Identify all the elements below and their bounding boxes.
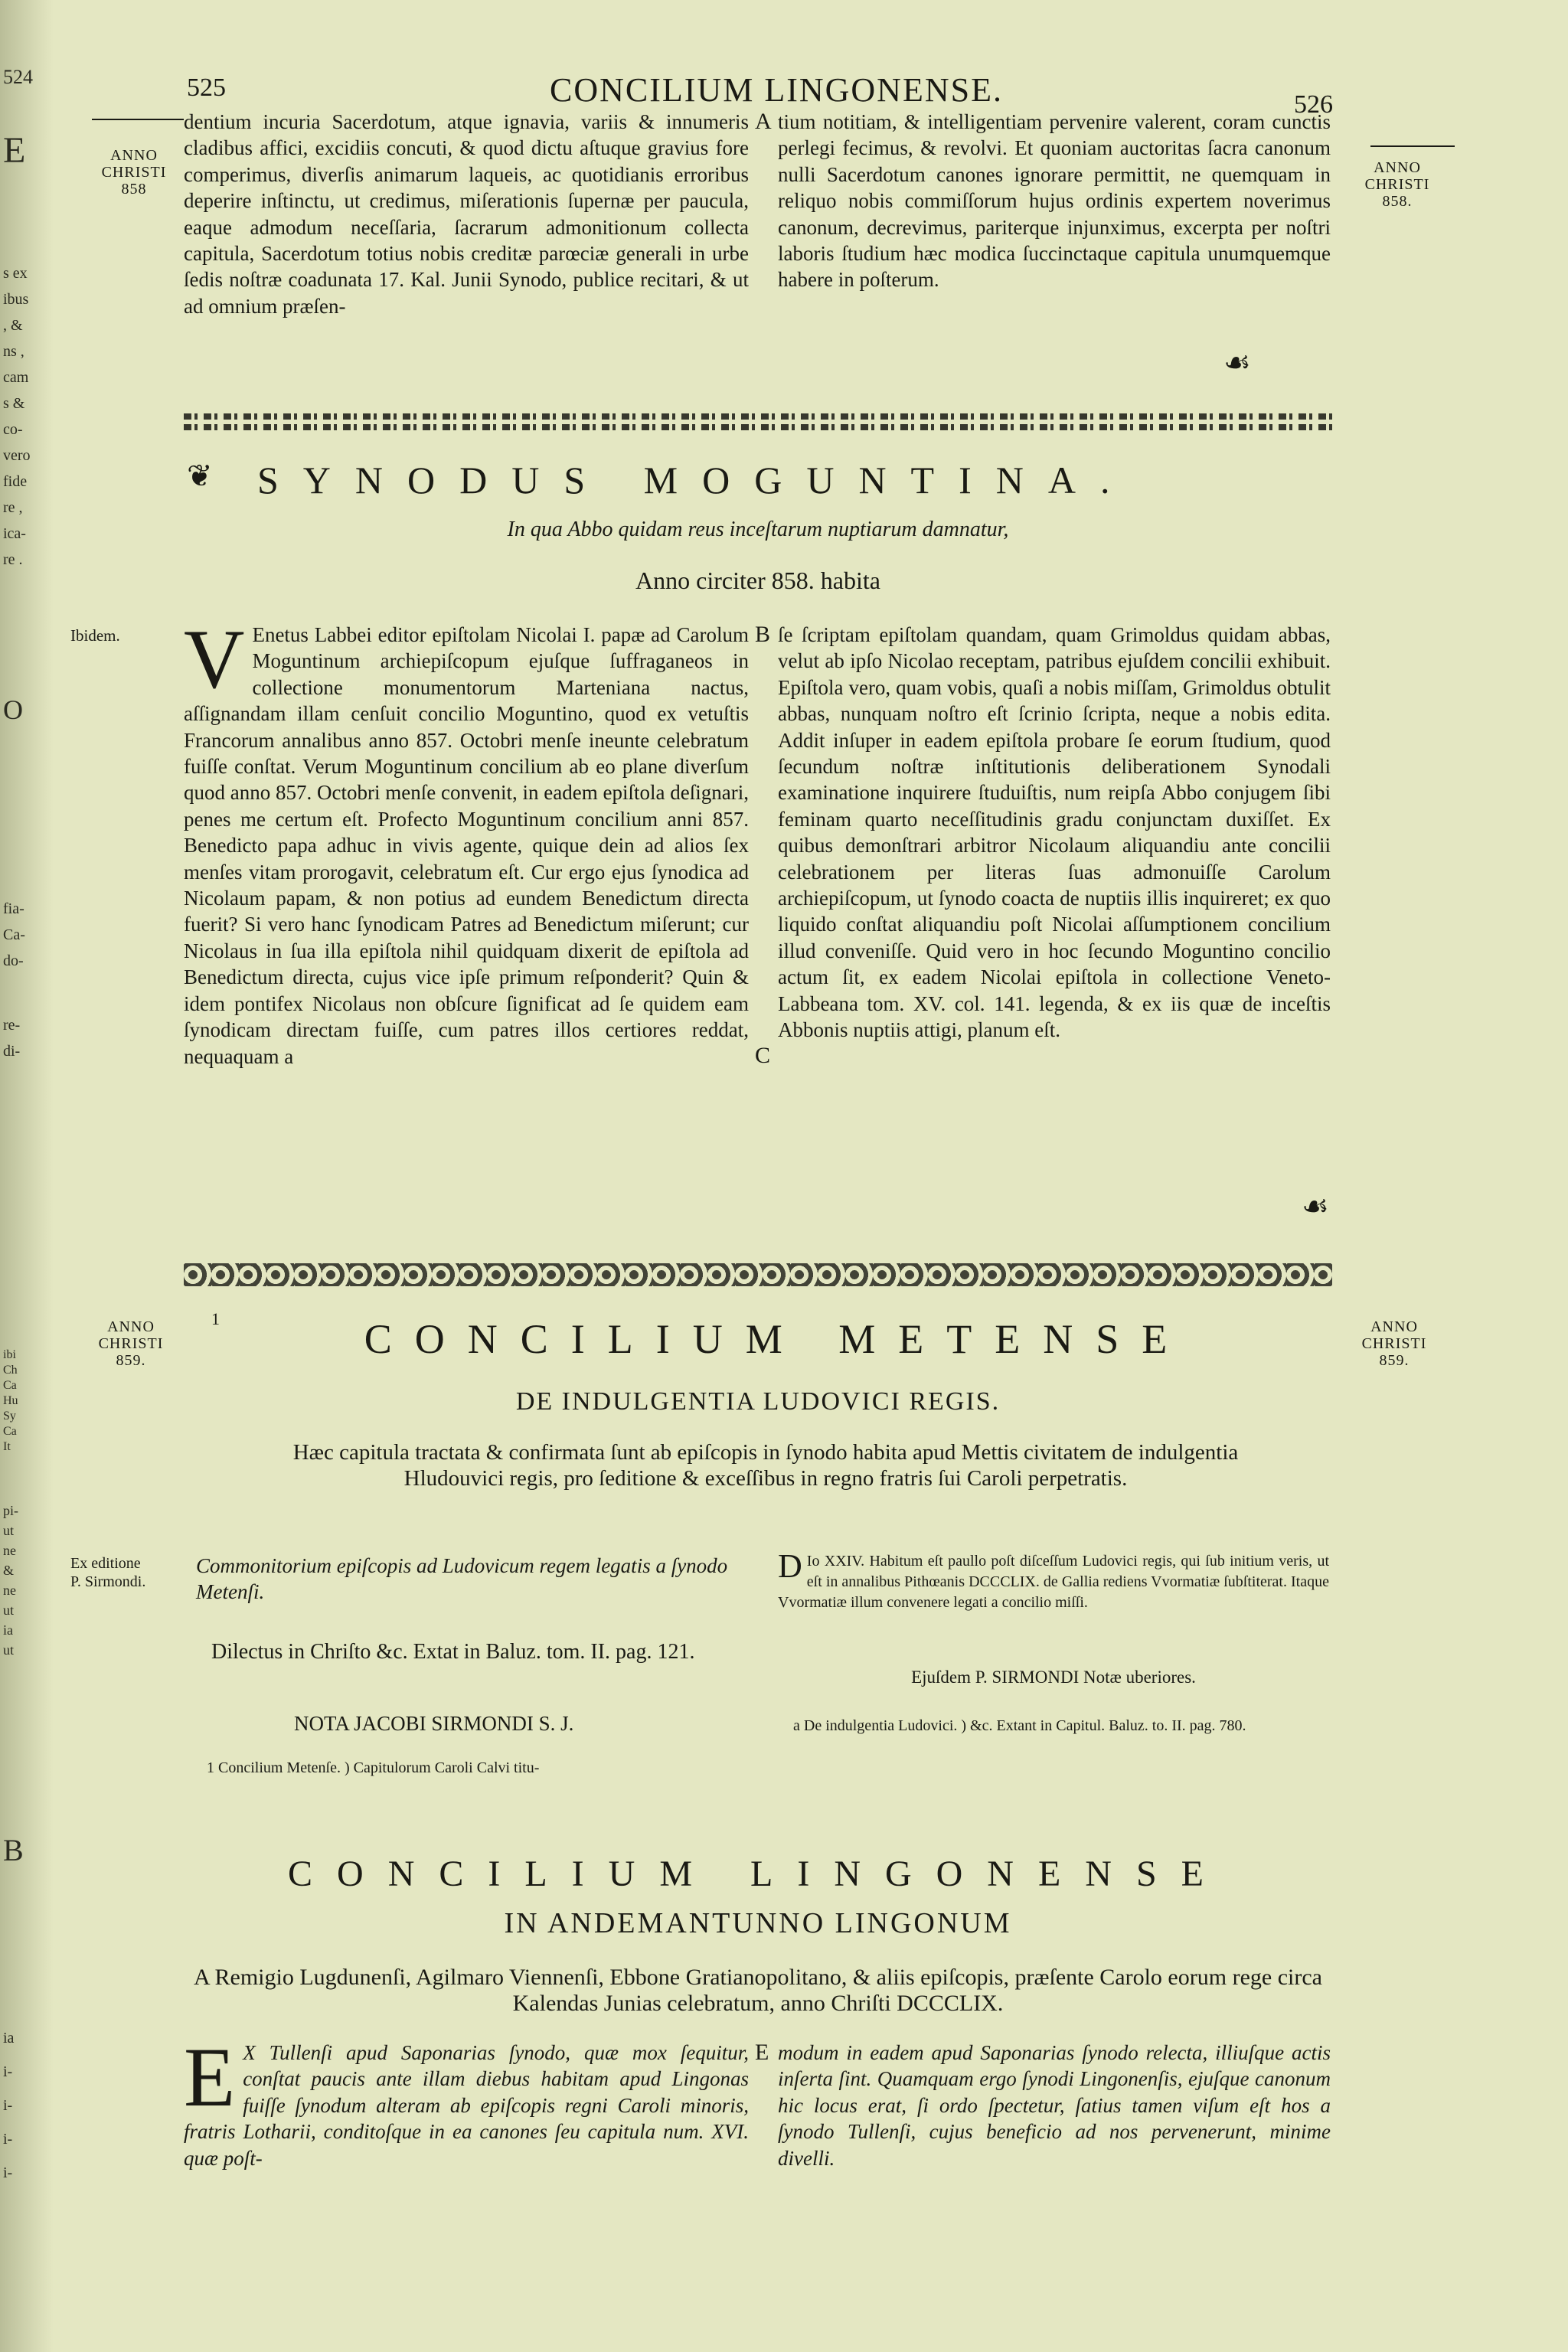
left-page-number: 525	[187, 74, 226, 102]
anno-christi-859-right: ANNO CHRISTI 859.	[1361, 1318, 1427, 1369]
synodus-subtitle: In qua Abbo quidam reus inceſtarum nuptiarum damnatur,	[507, 518, 1009, 541]
running-title: CONCILIUM LINGONENSE.	[550, 71, 1003, 109]
nota-sirmondi: NOTA JACOBI SIRMONDI S. J.	[294, 1712, 574, 1735]
margin-marker-e: E	[755, 2040, 769, 2065]
facing-page-fragments-3: ibi Ch Ca Hu Sy Ca It	[3, 1348, 18, 1453]
anno-christi-858-left: ANNO CHRISTI 858	[101, 147, 167, 198]
footnote-right: a De indulgentia Ludovici. ) &c. Extant in Capitul. Baluz. to. II. pag. 780.	[793, 1717, 1246, 1734]
facing-page-letter-o: O	[3, 694, 23, 725]
lingonense-intro: A Remigio Lugdunenſi, Agilmaro Viennenſi, Ebbone Gratianopolitano, & aliis epiſcopis, præſente Carolo eorum rege circa Kalendas Junias celebratum, anno Chriſti DCCCLIX.	[194, 1965, 1322, 2017]
facing-page-number: 524	[3, 66, 33, 88]
anno-christi-858-right: ANNO CHRISTI 858.	[1364, 159, 1430, 210]
ex-editione-note: Ex editione P. Sirmondi.	[70, 1555, 146, 1590]
ornamental-band-1	[184, 413, 1332, 430]
lingonense-right-column: modum in eadem apud Saponarias ſynodo relecta, illiuſque actis inſerta ſint. Quamquam ergo ſynodi Lingonenſis, ejuſque canonum hic locus erat, ſi ordo ſpectetur, ſatius tamen viſum eſt hos a ſynodo Tullenſi, cujus beneficio ad nos pervenerunt, minime divelli.	[778, 2041, 1331, 2170]
margin-marker-c: C	[755, 1043, 771, 1068]
dilectus-line: Dilectus in Chriſto &c. Extat in Baluz. tom. II. pag. 121.	[211, 1640, 695, 1664]
dropcap-e: E	[184, 2030, 236, 2124]
metense-right-column: D Io XXIV. Habitum eſt paullo poſt diſceſſum Ludovici regis, qui ſub initium veris, ut eſt in annalibus Pithœanis DCCCLIX. de Gallia rediens Vvormatiæ ſubſtiterat. Itaque Vvormatiæ illum convenere legati a concilio miſſi.	[778, 1547, 1329, 1611]
synodus-left-column: V Enetus Labbei editor epiſtolam Nicolai I. papæ ad Carolum Moguntinum archiepiſcopum ejuſque ſuffraganeos in collectione monumentorum Marteniana nactus, aſſignandam illam cenſuit concilio Moguntino, quod ex vetuſtis Francorum annalibus anno 857. Octobri menſe ineunte celebratum fuiſſe conſtat. Verum Moguntinum concilium ab eo plane diverſum quod anno 857. Octobri menſe convenit, in eadem epiſtola deſignari, penes me certum eſt. Profecto Moguntinum concilium anni 857. Benedicto papa adhuc in vivis agente, quique dein ad alios ſex menſes vitam prorogavit, celebratum eſt. Cur ergo ejus ſynodica ad Nicolaum papam, & non potius ad eundem Benedictum directa fuerit? Si vero hanc ſynodicam Patres ad Benedictum miſerunt; cur Nicolaus in ſua illa epiſtola nihil quidquam dixerit de epiſtola ad Benedictum directa, cujus vice ipſe primum reſponderit? Quin & idem pontifex Nicolaus non obſcure ſignificat ad ſe quidem eam ſynodicam directam fuiſſe, cum patres illos certiores reddat, nequaquam a	[184, 612, 749, 1068]
section1-left-column: dentium incuria Sacerdotum, atque ignavia, variis & innumeris cladibus affici, excidiis concuti, & quod dictu aſtuque gravius fore comperimus, diverſis animarum laqueis, ac quotidianis erroribus deperire inſtinctu, ut credimus, miſerationis ſupernæ per paucula, eaque admodum neceſſaria, ſacrarum admonitionum collecta capitula, Sacerdotum totius nobis creditæ parœciæ generali in urbe ſedis noſtræ coadunata 17. Kal. Junii Synodo, publice recitari, & ut ad omnium præſen-	[184, 110, 749, 318]
synodus-title: SYNODUS MOGUNTINA.	[257, 459, 1135, 501]
section1-right-column: tium notitiam, & intelligentiam pervenire valerent, coram cunctis perlegi fecimus, & revolvi. Et quoniam auctoritas ſacra canonum nulli Sacerdotum canones ignorare permittit, ne quemquam in reliquo nobis commiſſorum hujus ordinis expertem noverimus canonum, decrevimus, pariterque injunximus, excerpta per noſtri laboris ſtudium hæc modica ſuccinctaque capitula unumquemque habere in poſterum.	[778, 110, 1331, 292]
footnote-left: 1 Concilium Metenſe. ) Capitulorum Caroli Calvi titu-	[207, 1759, 540, 1776]
metense-title: CONCILIUM METENSE	[364, 1316, 1191, 1362]
header-rule-right	[1370, 145, 1455, 147]
facing-page-fragments-5: ia i- i- i- i-	[3, 2030, 15, 2181]
hand-fleuron-2: ☙	[1302, 1189, 1329, 1223]
facing-page-fragments-4: pi- ut ne & ne ut ia ut	[3, 1503, 18, 1658]
anno-christi-859-left: ANNO CHRISTI 859.	[98, 1318, 164, 1369]
hand-fleuron-1: ☙	[1223, 345, 1251, 380]
ornamental-band-2	[184, 1263, 1332, 1286]
header-rule-left	[92, 119, 184, 120]
facing-page-letter-b: B	[3, 1833, 24, 1867]
lingonense-title: CONCILIUM LINGONENSE	[288, 1854, 1228, 1894]
margin-marker-a: A	[755, 109, 772, 134]
facing-page-fragments: s ex ibus , & ns , cam s & co- vero fide re , ica- re .	[3, 265, 31, 568]
synodus-fleuron: ❦	[187, 459, 213, 493]
footnote-marker-1: 1	[211, 1309, 220, 1328]
synodus-right-column: ſe ſcriptam epiſtolam quandam, quam Grimoldus quidam abbas, velut ab ipſo Nicolao receptam, patribus ejuſdem concilii exhibuit. Epiſtola vero, quam vobis, quaſi a nobis miſſam, Grimoldus obtulit abbas, nunquam noſtro eſt ſcrinio ſcripta, neque a nobis edita. Addit inſuper in eadem epiſtola probare ſe eorum ſtudium, quod ſecundum noſtræ inſtitutionis deliberationem Synodali examinatione inquirere ſtuduiſtis, num reipſa Abbo conjugem ſibi feminam quarto neceſſitudinis gradu conjunctam duxiſſet. Ex quibus demonſtrari arbitror Nicolaum aliquandiu ante concilii celebrationem per literas ſuas admonuiſſe Carolum archiepiſcopum, ut ſynodo coacta de nuptiis illis inquireret; ex quo liquido conſtat aliquandiu poſt Nicolai aſſumptionem concilium illud conveniſſe. Quid vero in hoc ſecundo Moguntino concilio actum ſit, ex eadem Nicolai epiſtola in collectione Veneto-Labbeana tom. XV. col. 141. legenda, & ex iis quæ de inceſtis Abbonis nuptiis attigi, planum eſt.	[778, 623, 1331, 1042]
dropcap-d: D	[778, 1547, 802, 1585]
lingonense-subtitle: IN ANDEMANTUNNO LINGONUM	[504, 1907, 1012, 1939]
metense-intro: Hæc capitula tractata & confirmata ſunt ab epiſcopis in ſynodo habita apud Mettis civitatem de indulgentia Hludouvici regis, pro ſeditione & exceſſibus in regno fratris ſui Caroli perpetratis.	[292, 1440, 1239, 1491]
commonitorium-heading: Commonitorium epiſcopis ad Ludovicum regem legatis a ſynodo Metenſi.	[196, 1554, 728, 1603]
metense-subtitle: DE INDULGENTIA LUDOVICI REGIS.	[515, 1387, 1001, 1416]
margin-marker-b: B	[755, 622, 771, 647]
ejusdem-sirmondi: Ejuſdem P. SIRMONDI Notæ uberiores.	[911, 1668, 1196, 1687]
synodus-date: Anno circiter 858. habita	[635, 567, 880, 594]
facing-page-fragments-2: fia- Ca- do- re- di-	[3, 900, 25, 1060]
facing-page-letter: E	[3, 130, 26, 171]
right-page-number: 526	[1294, 90, 1333, 119]
lingonense-left-column: E X Tullenſi apud Saponarias ſynodo, quæ mox ſequitur, conſtat paucis ante illam diebus habitam apud Lingonas fuiſſe ſynodum alteram ab epiſcopis regni Caroli minoris, fratris Lotharii, conditoſque in ea canones ſeu capitula num. XVI. quæ poſt-	[184, 2030, 749, 2170]
ibidem-note: Ibidem.	[70, 626, 120, 645]
dropcap-v: V	[184, 612, 245, 706]
